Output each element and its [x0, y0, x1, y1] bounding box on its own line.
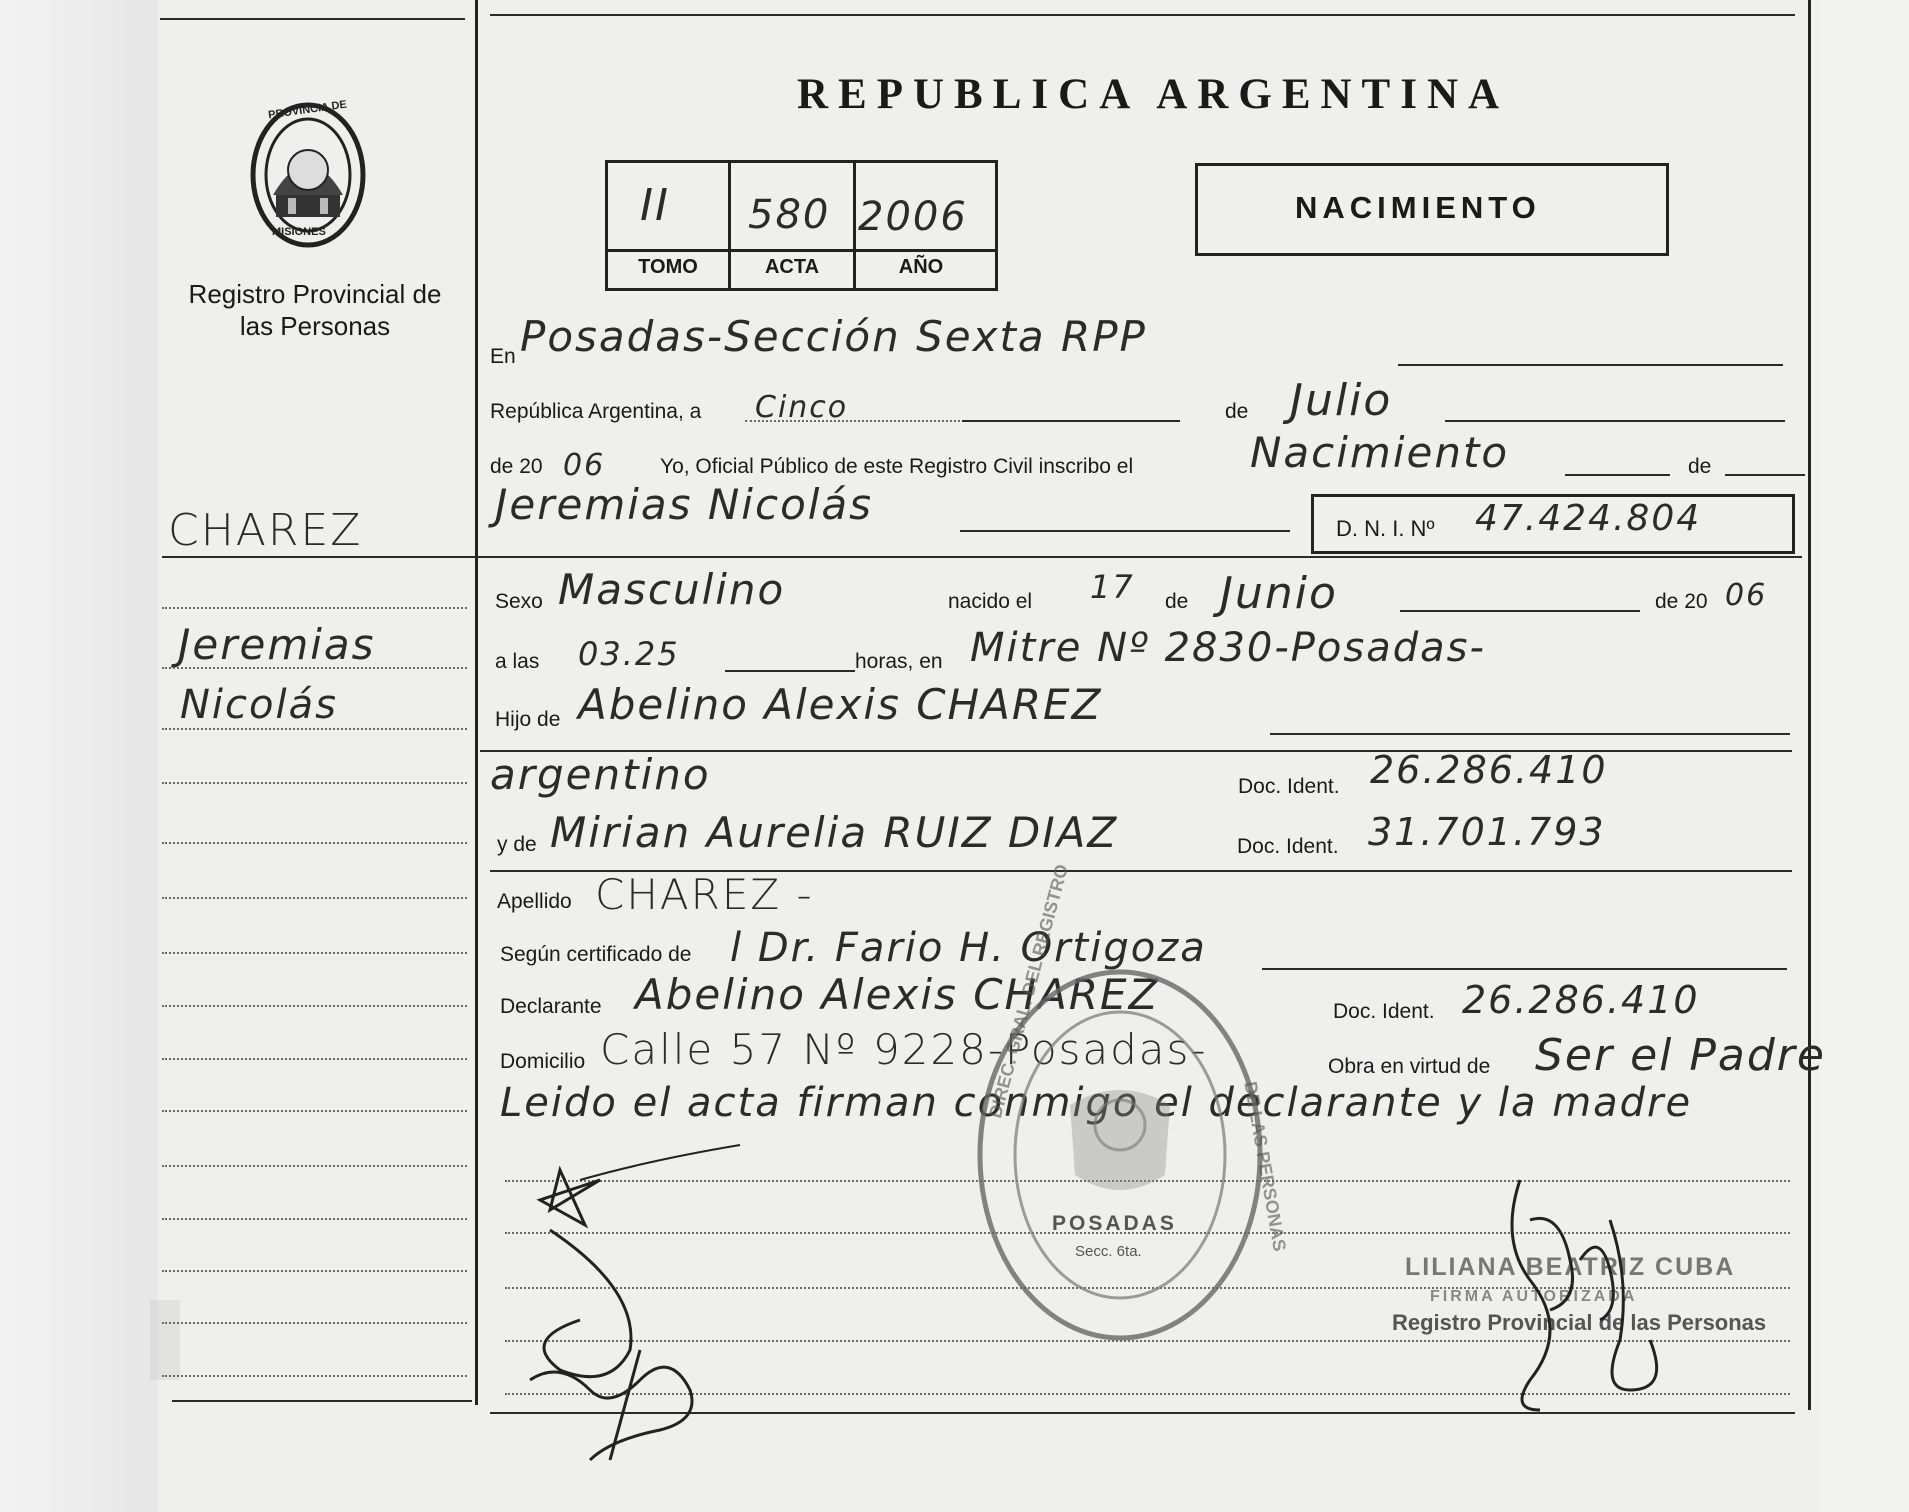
margin-dotline: [162, 897, 467, 899]
child-name-value: Jeremias Nicolás: [495, 480, 874, 529]
en-value: Posadas-Sección Sexta RPP: [520, 312, 1147, 361]
father-nationality-value: argentino: [490, 750, 711, 799]
seal-text-top: PROVINCIA DE: [267, 98, 348, 122]
time-value: 03.25: [578, 635, 680, 673]
margin-dotline: [162, 1165, 467, 1167]
horas-label: horas, en: [855, 650, 943, 673]
apellido-label: Apellido: [497, 890, 572, 913]
document-title: REPUBLICA ARGENTINA: [797, 71, 1510, 118]
official-signature-icon: [1490, 1160, 1690, 1420]
declarant-signature-icon: [500, 1140, 760, 1470]
declarante-label: Declarante: [500, 995, 602, 1018]
doc-label-1: Doc. Ident.: [1238, 775, 1340, 798]
birth-day-value: 17: [1090, 568, 1135, 606]
nacido-label: nacido el: [948, 590, 1033, 613]
de-label-3: de: [1165, 590, 1189, 613]
tomo-label: TOMO: [638, 256, 698, 278]
event-rule: [1565, 474, 1670, 476]
stamp-ring-left: DIREC. GRAL. DEL REGISTRO: [985, 862, 1073, 1121]
apellido-value: CHAREZ -: [595, 870, 814, 919]
margin-dotline: [162, 667, 467, 669]
doctor-rule: [1262, 968, 1787, 970]
certificate-type: NACIMIENTO: [1295, 190, 1541, 225]
doc-label-3: Doc. Ident.: [1333, 1000, 1435, 1023]
de20-label: de 20: [490, 455, 543, 478]
oficial-label: Yo, Oficial Público de este Registro Civil inscribo el: [660, 455, 1134, 478]
margin-dotline: [162, 607, 467, 609]
day-rule: [962, 420, 1180, 422]
mother-doc-value: 31.701.793: [1368, 810, 1606, 854]
margin-dotline: [162, 1375, 467, 1377]
child-name-rule: [960, 530, 1290, 532]
acta-label: ACTA: [764, 256, 820, 278]
official-office: Registro Provincial de las Personas: [1392, 1310, 1767, 1335]
domicilio-value: Calle 57 Nº 9228-Posadas-: [600, 1025, 1208, 1074]
domicilio-label: Domicilio: [500, 1050, 586, 1073]
declarante-doc-value: 26.286.410: [1462, 978, 1700, 1022]
father-doc-value: 26.286.410: [1370, 748, 1608, 792]
month-value: Julio: [1290, 375, 1393, 426]
page-edge: [0, 0, 158, 1512]
column-divider: [475, 0, 478, 1405]
month-rule: [1445, 420, 1785, 422]
place-value: Mitre Nº 2830-Posadas-: [970, 625, 1486, 671]
margin-surname: CHAREZ: [168, 505, 363, 556]
event-value: Nacimiento: [1250, 428, 1510, 477]
en-rule: [1398, 364, 1783, 366]
year-value: 06: [563, 448, 606, 483]
declarante-value: Abelino Alexis CHAREZ: [635, 970, 1160, 1019]
registry-label: Registro Provincial de las Personas: [188, 279, 442, 341]
day-dotline: [745, 420, 960, 422]
de-label: de: [1225, 400, 1249, 423]
right-border: [1808, 0, 1811, 1410]
mother-value: Mirian Aurelia RUIZ DIAZ: [550, 808, 1119, 857]
seal-text-bottom: MISIONES: [272, 226, 326, 238]
left-top-rule: [160, 18, 465, 20]
margin-given-name-2: Nicolás: [180, 682, 338, 728]
official-role: FIRMA AUTORIZADA: [1430, 1288, 1638, 1305]
margin-dotline: [162, 1322, 467, 1324]
top-rule: [490, 14, 1795, 16]
stamp-ring-right: DE LAS PERSONAS: [1240, 1080, 1290, 1253]
margin-dotline: [162, 952, 467, 954]
day-value: Cinco: [755, 390, 849, 425]
father-value: Abelino Alexis CHAREZ: [578, 680, 1103, 729]
sexo-label: Sexo: [495, 590, 543, 613]
birth-month-rule: [1400, 610, 1640, 612]
yde-label: y de: [497, 833, 537, 856]
obra-value: Ser el Padre: [1535, 1030, 1826, 1081]
alas-label: a las: [495, 650, 540, 673]
father-rule: [1270, 733, 1790, 735]
segun-label: Según certificado de: [500, 943, 692, 966]
section-rule-1: [162, 556, 1802, 558]
birth-month-value: Junio: [1220, 568, 1338, 619]
right-margin: [1819, 0, 1909, 1512]
birth-year-value: 06: [1725, 578, 1768, 613]
tomo-value: II: [640, 180, 670, 231]
doc-label-2: Doc. Ident.: [1237, 835, 1339, 858]
margin-dotline: [162, 842, 467, 844]
hijo-label: Hijo de: [495, 708, 561, 731]
stamp-city: POSADAS: [1052, 1212, 1177, 1235]
dni-label: D. N. I. Nº: [1336, 516, 1435, 541]
margin-dotline: [162, 1005, 467, 1007]
margin-dotline: [162, 1110, 467, 1112]
margin-dotline: [162, 728, 467, 730]
republica-label: República Argentina, a: [490, 400, 702, 423]
doctor-value: l Dr. Fario H. Ortigoza: [730, 925, 1207, 971]
dni-value: 47.424.804: [1475, 498, 1702, 539]
anio-label: AÑO: [898, 256, 944, 278]
margin-dotline: [162, 1218, 467, 1220]
margin-given-name-1: Jeremias: [178, 620, 376, 669]
margin-dotline: [162, 1270, 467, 1272]
de-rule: [1725, 474, 1805, 476]
margin-bottom-rule: [172, 1400, 472, 1402]
sexo-value: Masculino: [558, 565, 786, 614]
de-label-2: de: [1688, 455, 1712, 478]
obra-label: Obra en virtud de: [1328, 1055, 1491, 1078]
binding-shadow: [150, 1300, 180, 1380]
leido-value: Leido el acta firman conmigo el declarante y la madre: [500, 1080, 1693, 1126]
de20-label-2: de 20: [1655, 590, 1708, 613]
margin-dotline: [162, 1058, 467, 1060]
stamp-section: Secc. 6ta.: [1075, 1243, 1142, 1260]
en-label: En: [490, 345, 516, 368]
acta-value: 580: [748, 192, 831, 238]
time-rule: [725, 670, 855, 672]
official-name: LILIANA BEATRIZ CUBA: [1405, 1253, 1736, 1281]
margin-dotline: [162, 782, 467, 784]
anio-value: 2006: [858, 194, 968, 240]
